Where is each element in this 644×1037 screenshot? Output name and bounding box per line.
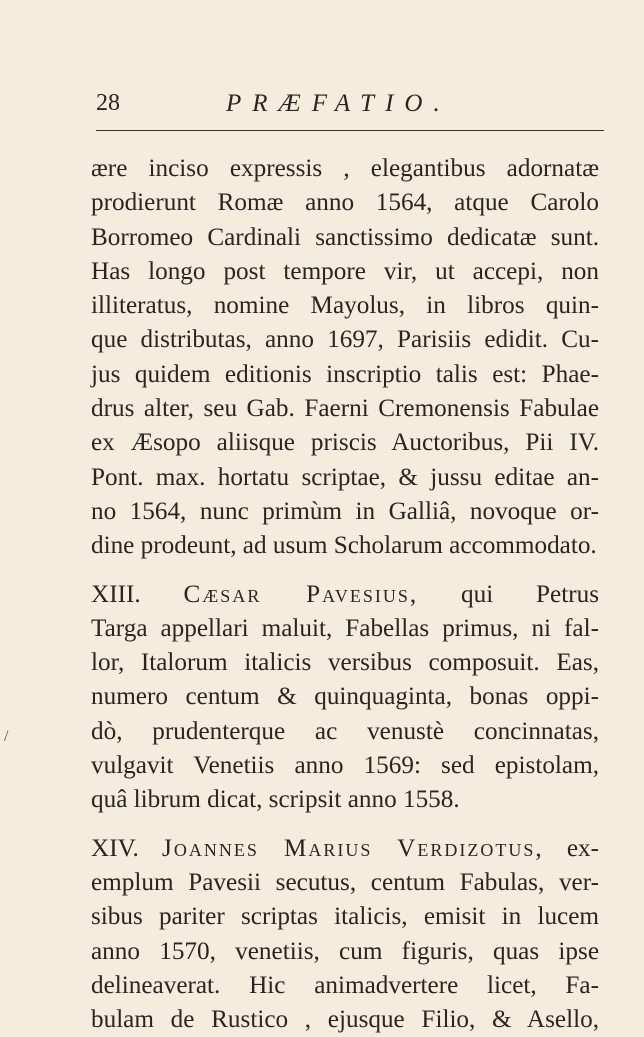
text-line: dò, prudenterque ac venustè concinnatas, [91, 717, 599, 745]
body-text [91, 152, 599, 1037]
text-line: vulgavit Venetiis anno 1569: sed epistolam, [91, 752, 599, 780]
page-number: 28 [96, 90, 120, 116]
paragraph-2 [91, 578, 599, 818]
text-line [91, 578, 599, 612]
text-line: bulam de Rustico , ejusque Filio, & Asello, [91, 1006, 599, 1034]
text-line: anno 1570, venetiis, cum figuris, quas ipse [91, 937, 599, 965]
text-line: dine prodeunt, ad usum Scholarum accommodato. [91, 532, 597, 560]
text-line: Has longo post tempore vir, ut accepi, non [91, 257, 599, 285]
text-line: drus alter, seu Gab. Faerni Cremonensis Fabulae [91, 395, 599, 423]
paragraph-1 [91, 152, 599, 564]
paragraph-3 [91, 832, 599, 1037]
text-line: lor, Italorum italicis versibus composuit. Eas, [91, 649, 599, 677]
text-line: ære inciso expressis , elegantibus adornatæ [91, 155, 599, 182]
section-number: XIV. [91, 834, 139, 862]
text-line: no 1564, nunc primùm in Galliâ, novoque or- [91, 497, 599, 525]
text-fragment: ex- [566, 834, 600, 862]
running-title: PRÆFATIO. [226, 90, 451, 117]
author-name: Joannes Marius Verdizotus, [162, 834, 544, 862]
text-line: emplum Pavesii secutus, centum Fabulas, ver- [91, 868, 599, 896]
text-line: jus quidem editionis inscriptio talis est: Phae- [91, 360, 599, 388]
text-line: sibus pariter scriptas italicis, emisit in lucem [91, 903, 599, 931]
text-line: illiteratus, nomine Mayolus, in libros quin- [91, 292, 599, 320]
text-line: Borromeo Cardinali sanctissimo dedicatæ sunt. [91, 223, 599, 251]
margin-mark: / [4, 728, 9, 745]
section-number: XIII. [91, 580, 141, 608]
text-line: prodierunt Romæ anno 1564, atque Carolo [91, 189, 599, 217]
text-line: que distributas, anno 1697, Parisiis edidit. Cu- [91, 326, 599, 354]
header-rule [96, 130, 604, 131]
text-line: quâ librum dicat, scripsit anno 1558. [91, 786, 460, 814]
text-line: delineaverat. Hic animadvertere licet, Fa- [91, 971, 599, 999]
text-line [91, 832, 599, 866]
author-name: Cæsar Pavesius, [183, 580, 419, 608]
text-line: numero centum & quinquaginta, bonas oppi- [91, 683, 599, 711]
text-fragment: qui Petrus [461, 580, 599, 608]
text-line: ex Æsopo aliisque priscis Auctoribus, Pii IV. [91, 429, 599, 457]
page-header [96, 88, 604, 122]
text-line: Pont. max. hortatu scriptae, & jussu editae an- [91, 463, 599, 491]
text-line: Targa appellari maluit, Fabellas primus, ni fal- [91, 614, 599, 642]
